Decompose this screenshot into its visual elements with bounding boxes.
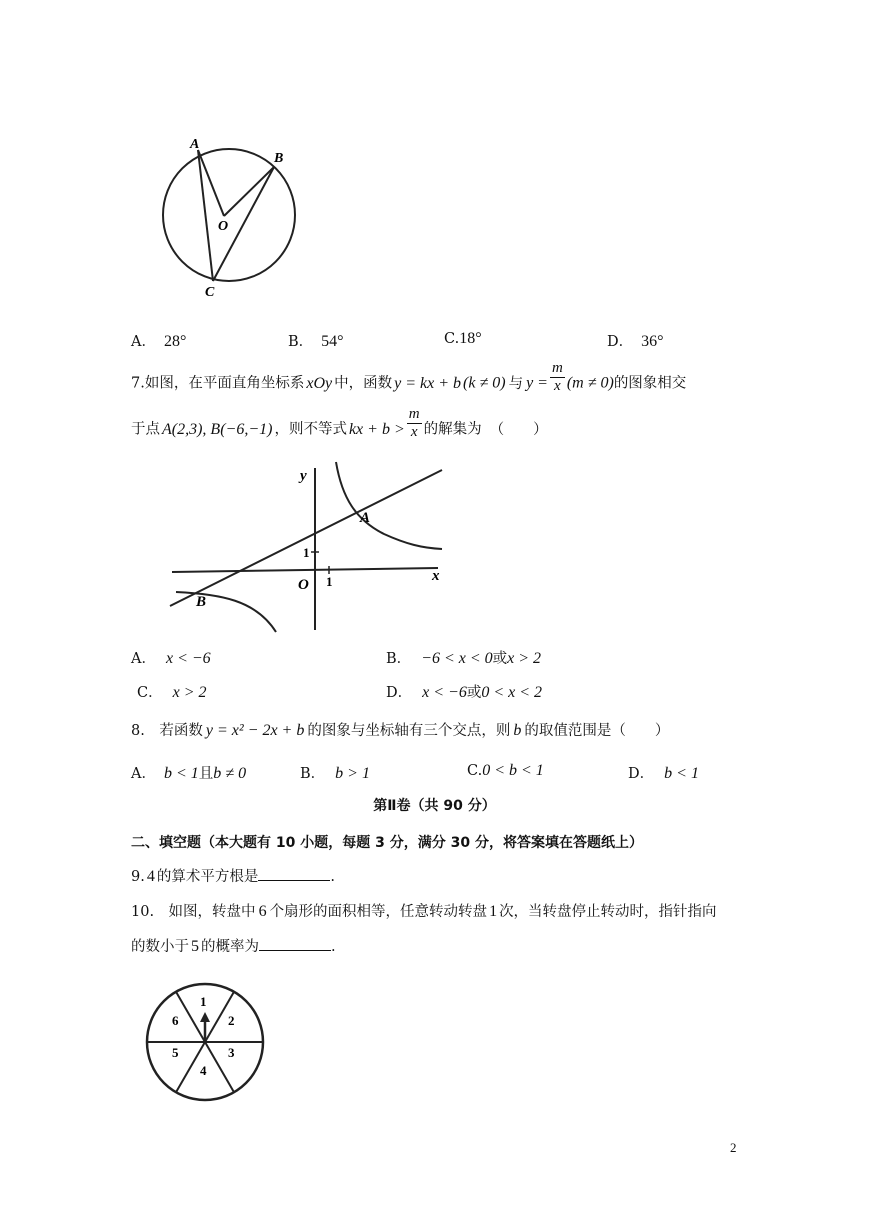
q7-option-c[interactable]: C． x > 2 (137, 684, 207, 701)
label-o: O (218, 219, 229, 234)
label-one-x: 1 (326, 574, 333, 589)
label-a: A (190, 137, 200, 152)
sector-2: 2 (228, 1013, 235, 1028)
q8-option-a[interactable]: A． b < 1且b ≠ 0 (131, 765, 247, 782)
sector-5: 5 (172, 1045, 179, 1060)
q6-option-a[interactable]: A． 28° (131, 333, 187, 350)
label-point-b: B (196, 594, 207, 610)
label-c: C (205, 285, 215, 300)
fraction-m-over-x-2: $\frac{m}{x}$ (408, 406, 420, 440)
segment-ob (224, 167, 274, 216)
label-y: y (300, 468, 307, 484)
q9-question: 9. 4 的算术平方根是 . (131, 868, 335, 885)
q8-option-b[interactable]: B． b > 1 (300, 765, 370, 782)
label-b: B (274, 151, 284, 166)
q7-line1: 7.如图，在平面直角坐标系 xOy 中，函数 y = kx + b (k ≠ 0) 与 y = $\frac{m}{x}$ (m ≠ 0)的图象相交 (131, 360, 687, 394)
q10-line2: 的数小于 5 的概率为 . (131, 938, 336, 955)
q10-line1: 10. 如图，转盘中 6 个扇形的面积相等，任意转动转盘 1 次，当转盘停止转动时，指针指向 (131, 903, 717, 920)
function-graph (160, 458, 450, 638)
q6-option-d[interactable]: D． 36° (607, 333, 664, 350)
q8-option-c[interactable]: C.0 < b < 1 (467, 762, 544, 779)
q6-option-c[interactable]: C.18° (444, 330, 482, 347)
page-number: 2 (730, 1140, 737, 1155)
q6-option-b[interactable]: B． 54° (288, 333, 344, 350)
q7-option-a[interactable]: A． x < −6 (131, 650, 211, 667)
hyperbola-branch-left (176, 592, 276, 632)
pointer-arrow-icon (200, 1012, 210, 1022)
q8-option-d[interactable]: D． b < 1 (628, 765, 699, 782)
q8-question: 8. 若函数 y = x² − 2x + b 的图象与坐标轴有三个交点，则 b 的取值范围是（ ） (131, 722, 670, 739)
section-heading: 二、填空题（本大题有 10 小题，每题 3 分，满分 30 分，将答案填在答题纸上） (131, 835, 643, 851)
sector-6: 6 (172, 1013, 179, 1028)
label-point-a: A (360, 510, 371, 526)
sector-4: 4 (200, 1063, 207, 1078)
spinner-figure (143, 980, 267, 1104)
label-origin: O (298, 577, 309, 593)
label-one-y: 1 (303, 545, 310, 560)
hyperbola-branch-right (336, 462, 442, 549)
q7-option-b[interactable]: B． −6 < x < 0或x > 2 (386, 650, 542, 667)
section-title: 第Ⅱ卷（共 90 分） (373, 798, 496, 814)
sector-1: 1 (200, 994, 207, 1009)
q7-option-d[interactable]: D． x < −6或0 < x < 2 (386, 684, 543, 701)
label-x: x (432, 568, 440, 584)
q10-answer-blank[interactable] (259, 936, 331, 951)
fraction-m-over-x: $\frac{m}{x}$ (551, 360, 563, 394)
q7-line2: 于点 A(2,3), B(−6,−1) ，则不等式 kx + b > $\frac{m}{x}$ 的解集为 （ ） (131, 406, 548, 440)
circle-figure (150, 132, 310, 302)
circle-outline (163, 149, 295, 281)
sector-3: 3 (228, 1045, 235, 1060)
q9-answer-blank[interactable] (258, 866, 330, 881)
x-axis (172, 568, 438, 572)
